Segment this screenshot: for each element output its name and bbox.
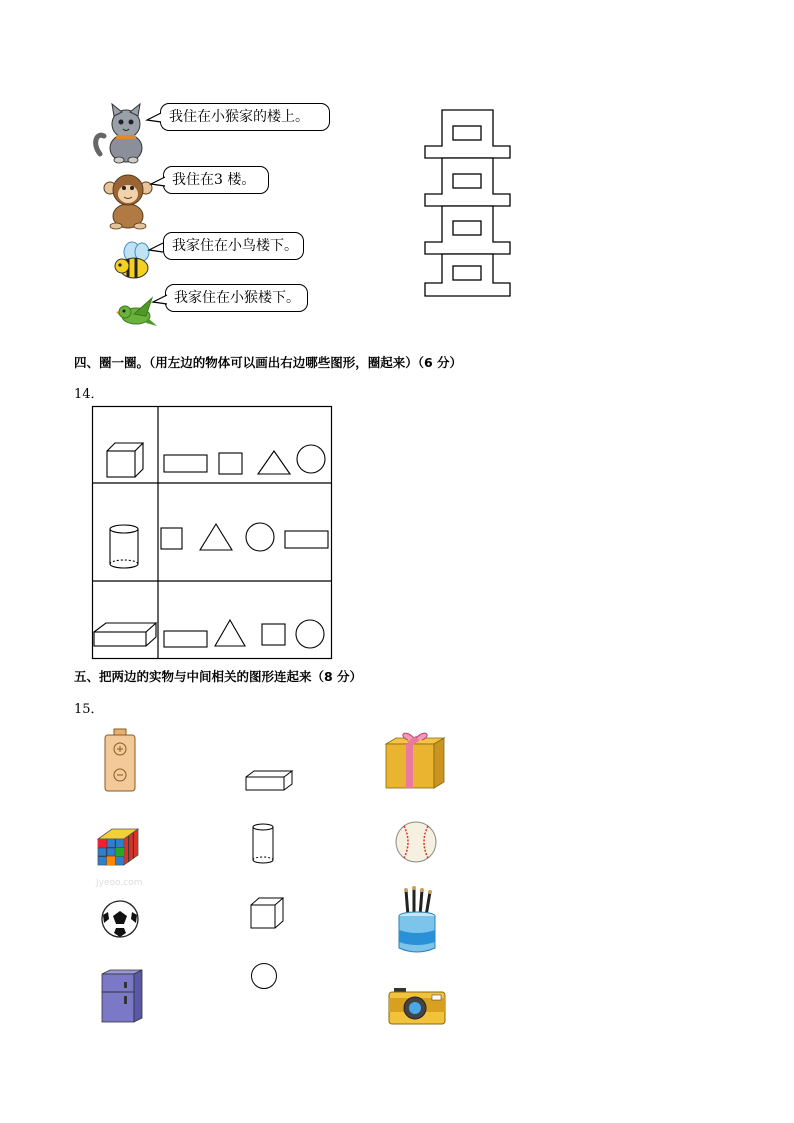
- square-shape: [219, 453, 242, 474]
- rubiks-cube-icon: [96, 827, 140, 867]
- bubble-tail: [152, 294, 168, 306]
- question-number-15: 15．: [74, 702, 104, 717]
- triangle-shape: [215, 620, 245, 646]
- triangle-shape: [200, 524, 232, 550]
- battery-icon: [104, 729, 136, 793]
- monkey-icon: [100, 172, 156, 230]
- cuboid-shape: [245, 770, 293, 792]
- watermark: Jyeoo.com: [96, 878, 143, 888]
- cat-icon: [92, 104, 154, 164]
- sphere-shape: [250, 962, 278, 990]
- square-shape: [161, 528, 182, 549]
- soccer-ball-icon: [100, 899, 140, 939]
- cylinder-solid: [110, 525, 138, 568]
- circle-shape: [246, 523, 274, 551]
- building-diagram: [420, 108, 515, 300]
- square-shape: [262, 624, 285, 645]
- circle-shape: [297, 445, 325, 473]
- bubble-tail: [146, 112, 162, 124]
- section-4-heading: 四、圈一圈。（用左边的物体可以画出右边哪些图形，圈起来）（6 分）: [74, 355, 463, 370]
- rectangle-shape: [164, 631, 207, 647]
- section-5-heading: 五、把两边的实物与中间相关的图形连起来（8 分）: [74, 669, 363, 684]
- cube-solid: [107, 443, 143, 477]
- circle-shape: [296, 620, 324, 648]
- bubble-tail: [150, 176, 166, 188]
- bee-speech-bubble: 我家住在小鸟楼下。: [163, 232, 304, 260]
- rectangle-shape: [164, 455, 207, 472]
- gift-box-icon: [384, 730, 446, 790]
- camera-icon: [388, 986, 446, 1026]
- bubble-tail: [148, 242, 164, 254]
- baseball-icon: [394, 820, 438, 864]
- bird-speech-bubble: 我家住在小猴楼下。: [165, 284, 308, 312]
- shape-circle-table: [92, 406, 332, 660]
- pen-holder-icon: [396, 886, 438, 956]
- refrigerator-icon: [100, 968, 144, 1024]
- question-number-14: 14．: [74, 387, 104, 402]
- cuboid-solid: [94, 623, 156, 646]
- cube-shape: [250, 897, 284, 929]
- monkey-speech-bubble: 我住在3 楼。: [163, 166, 269, 194]
- triangle-shape: [258, 451, 290, 474]
- cat-speech-bubble: 我住在小猴家的楼上。: [160, 103, 330, 131]
- rectangle-shape: [285, 531, 328, 548]
- cylinder-shape: [251, 823, 275, 865]
